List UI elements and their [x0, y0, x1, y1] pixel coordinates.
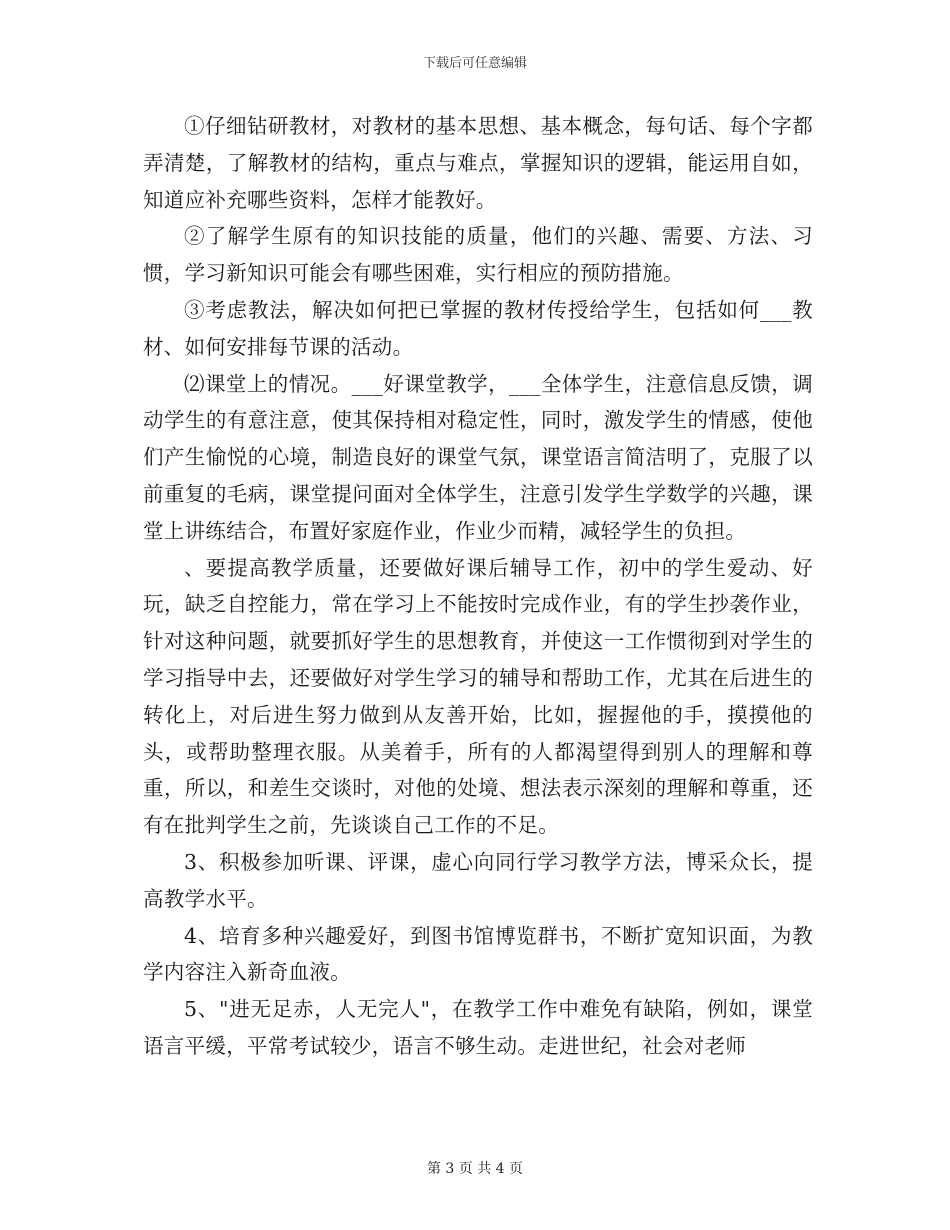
document-body	[143, 108, 813, 1065]
paragraph-shortcomings: 5、"进无足赤，人无完人"，在教学工作中难免有缺陷，例如，课堂语言平缓，平常考试较少，语言不够生动。走进世纪，社会对老师	[143, 997, 813, 1058]
page-header: 下载后可任意编辑	[422, 56, 527, 71]
paragraph-cultivate-interests: 4、培育多种兴趣爱好，到图书馆博览群书，不断扩宽知识面，为教学内容注入新奇血液。	[143, 923, 813, 985]
page-footer: 第 3 页 共 4 页	[426, 1161, 524, 1177]
paragraph-teaching-methods: ③考虑教法，解决如何把已掌握的教材传授给学生，包括如何___教材、如何安排每节课的活动。	[143, 297, 813, 359]
paragraph-understand-students: ②了解学生原有的知识技能的质量，他们的兴趣、需要、方法、习惯，学习新知识可能会有哪些困难，实行相应的预防措施。	[143, 224, 813, 286]
paragraph-study-materials: ①仔细钻研教材，对教材的基本思想、基本概念，每句话、每个字都弄清楚，了解教材的结构，重点与难点，掌握知识的逻辑，能运用自如，知道应补充哪些资料，怎样才能教好。	[143, 114, 813, 212]
paragraph-attend-lectures: 3、积极参加听课、评课，虚心向同行学习教学方法，博采众长，提高教学水平。	[143, 849, 813, 911]
paragraph-after-class-tutoring: 、要提高教学质量，还要做好课后辅导工作，初中的学生爱动、好玩，缺乏自控能力，常在学习上不能按时完成作业，有的学生抄袭作业，针对这种问题，就要抓好学生的思想教育，并使这一工作惯彻到对学生的学习指导中去，还要做好对学生学习的辅导和帮助工作，尤其在后进生的转化上，对后进生努力做到从友善开始，比如，握握他的手，摸摸他的头，或帮助整理衣服。从美着手，所有的人都渴望得到别人的理解和尊重，所以，和差生交谈时，对他的处境、想法表示深刻的理解和尊重，还有在批判学生之前，先谈谈自己工作的不足。	[143, 555, 813, 838]
paragraph-classroom-situation: ⑵课堂上的情况。___好课堂教学，___全体学生，注意信息反馈，调动学生的有意注意，使其保持相对稳定性，同时，激发学生的情感，使他们产生愉悦的心境，制造良好的课堂气氛，课堂语言简洁明了，克服了以前重复的毛病，课堂提问面对全体学生，注意引发学生学数学的兴趣，课堂上讲练结合，布置好家庭作业，作业少而精，减轻学生的负担。	[143, 371, 813, 543]
